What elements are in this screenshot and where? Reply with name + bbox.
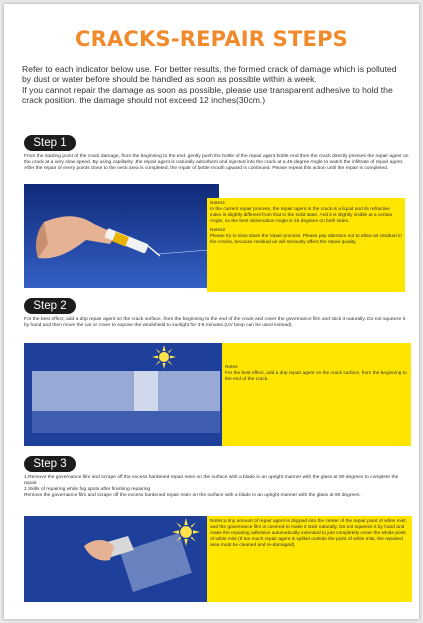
step-2-badge: Step 2 — [24, 298, 76, 314]
note-heading: Notes — [225, 365, 238, 370]
step-2-text — [24, 317, 409, 329]
note-heading: Notes2 — [210, 228, 226, 233]
step-1-illustration — [24, 184, 219, 288]
step-3-paragraph: 2.Skills of repairing white fog spots after finishing repairing — [24, 487, 151, 493]
step-1-notes — [207, 198, 405, 292]
step-3-notes — [207, 516, 412, 602]
sun-icon — [172, 518, 200, 546]
instruction-sheet — [4, 4, 419, 619]
step-3-paragraph: 1.Remove the governance film and scrape off the excess hardened repair resin on the surface with a blade in an upright manner with the glass at 90 degrees to complete the repair. — [24, 475, 399, 487]
sun-icon — [152, 345, 176, 369]
step-3-paragraph: Remove the governance film and scrape off the excess hardened repair resin on the surface with a blade in an upright manner with the glass at 90 degrees. — [24, 493, 361, 499]
step-3-badge: Step 3 — [24, 456, 76, 472]
intro-text — [22, 64, 407, 106]
step-2-notes — [222, 343, 411, 446]
note-body: Please try to slow down the repair process. Please pay attention not to allow air residual in the cracks, because residual air will seriously affect the repair quality. — [210, 234, 402, 245]
intro-paragraph: Refer to each indicator below use. For better results, the formed crack of damage which is polluted by dust or water before should be handled as soon as possible within a week. — [22, 64, 397, 85]
step-3-text — [24, 475, 409, 499]
step-1-badge: Step 1 — [24, 135, 76, 151]
note-body: Notes:a tiny amount of repair agent is dripped into the center of the repair point of white mist, and the governance film is covered to make it stick naturally. Do not squeeze it by hand and make the repairing adhesive automatically extended to just completely cover the whole point of white mist (If too much repair agent is spilled outside the point of white mist, the repaired area must be cleaned and re-damaged). — [210, 519, 407, 548]
page-title: CRACKS-REPAIR STEPS — [75, 27, 348, 51]
step-2-paragraph: For the best effect, add a drip repair agent on the crack surface, from the beginning to the end of the crack and cover the governance film and stick it naturally. Do not squeeze it by hand and then move the car or cover to expose the windshield to sunlight for 3-5 minutes.(UV lamp can be used instead). — [24, 317, 406, 329]
note-body: For the best effect, add a drip repair agent on the crack surface, from the beginning to the end of the crack. — [225, 371, 407, 382]
note-body: In the current repair process, the repair agent in the crack is a liquid and its refractive index is slightly different from that in the solid state. And it is slightly visible at a certain Angle, so the best observation Angle is 45 degrees on both sides. — [210, 207, 393, 224]
step-1-text — [24, 154, 409, 172]
step-1-paragraph: From the starting point of the crack damage, from the beginning to the end, gently push the bottle of the repair agent bottle.And then the crack directly presses the repair agent on the crack at a very slow speed. By using capillarity ,the repair agent is naturally adsorbent and injected into the crack at a 45-degree Angle to watch the infiltrate of repair agent. After the repair of every points close to the neck area is completed, the repair of bottle mouth upward is continued. Please repeat this action until the repair is completed. — [24, 154, 409, 172]
step-1-photo — [24, 184, 219, 288]
intro-paragraph: If you cannot repair the damage as soon as possible, please use transparent adhesive to hold the crack position. the damage should not exceed 12 inches(30cm.) — [22, 84, 393, 106]
note-heading: Notes1 — [210, 201, 226, 206]
